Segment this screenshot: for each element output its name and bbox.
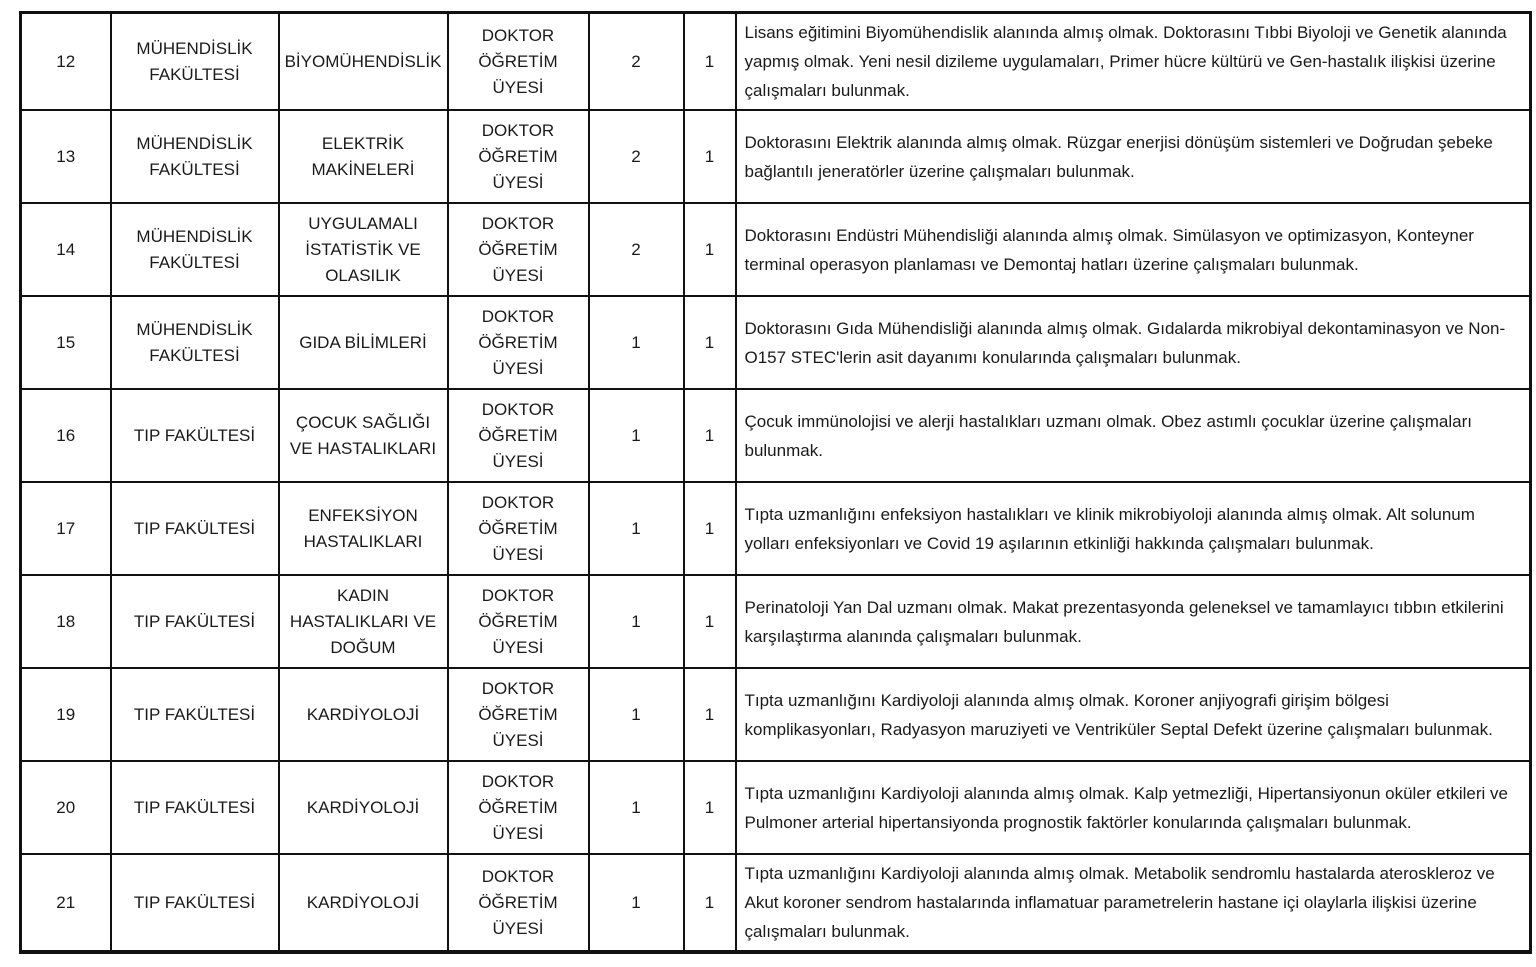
title-cell: DOKTOR ÖĞRETİM ÜYESİ xyxy=(448,13,589,111)
department-cell: BİYOMÜHENDİSLİK xyxy=(279,13,448,111)
table-row xyxy=(21,668,1531,761)
count-cell-1: 2 xyxy=(589,110,684,203)
department-cell: GIDA BİLİMLERİ xyxy=(279,296,448,389)
count-cell-2: 1 xyxy=(684,203,736,296)
count-cell-1: 1 xyxy=(589,668,684,761)
count-cell-1: 2 xyxy=(589,203,684,296)
title-cell: DOKTOR ÖĞRETİM ÜYESİ xyxy=(448,389,589,482)
count-cell-1: 1 xyxy=(589,389,684,482)
description-cell: Doktorasını Endüstri Mühendisliği alanında almış olmak. Simülasyon ve optimizasyon, Konteyner terminal operasyon planlaması ve Demontaj hatları üzerine çalışmaları bulunmak. xyxy=(736,203,1531,296)
description-cell: Çocuk immünolojisi ve alerji hastalıkları uzmanı olmak. Obez astımlı çocuklar üzerine çalışmaları bulunmak. xyxy=(736,389,1531,482)
count-cell-2: 1 xyxy=(684,110,736,203)
table-row xyxy=(21,296,1531,389)
table-row xyxy=(21,110,1531,203)
title-cell: DOKTOR ÖĞRETİM ÜYESİ xyxy=(448,482,589,575)
department-cell: KARDİYOLOJİ xyxy=(279,854,448,952)
row-number-cell: 12 xyxy=(21,13,111,111)
title-cell: DOKTOR ÖĞRETİM ÜYESİ xyxy=(448,203,589,296)
department-cell: ÇOCUK SAĞLIĞI VE HASTALIKLARI xyxy=(279,389,448,482)
description-cell: Doktorasını Gıda Mühendisliği alanında almış olmak. Gıdalarda mikrobiyal dekontaminasyon ve Non-O157 STEC'lerin asit dayanımı konularında çalışmaları bulunmak. xyxy=(736,296,1531,389)
faculty-cell: MÜHENDİSLİK FAKÜLTESİ xyxy=(111,13,279,111)
vacancy-table xyxy=(19,11,1532,954)
description-cell: Tıpta uzmanlığını Kardiyoloji alanında almış olmak. Metabolik sendromlu hastalarda ateroskleroz ve Akut koroner sendrom hastalarında inflamatuar parametrelerin hastane içi olaylarla ilişkisi üzerine çalışmaları bulunmak. xyxy=(736,854,1531,952)
faculty-cell: MÜHENDİSLİK FAKÜLTESİ xyxy=(111,296,279,389)
table-row xyxy=(21,854,1531,952)
count-cell-1: 1 xyxy=(589,761,684,854)
department-cell: KARDİYOLOJİ xyxy=(279,761,448,854)
department-cell: KADIN HASTALIKLARI VE DOĞUM xyxy=(279,575,448,668)
row-number-cell: 19 xyxy=(21,668,111,761)
title-cell: DOKTOR ÖĞRETİM ÜYESİ xyxy=(448,668,589,761)
faculty-cell: MÜHENDİSLİK FAKÜLTESİ xyxy=(111,110,279,203)
count-cell-2: 1 xyxy=(684,13,736,111)
table-body xyxy=(21,13,1531,953)
department-cell: ELEKTRİK MAKİNELERİ xyxy=(279,110,448,203)
description-cell: Lisans eğitimini Biyomühendislik alanında almış olmak. Doktorasını Tıbbi Biyoloji ve Genetik alanında yapmış olmak. Yeni nesil dizileme uygulamaları, Primer hücre kültürü ve Gen-hastalık ilişkisi üzerine çalışmaları bulunmak. xyxy=(736,13,1531,111)
row-number-cell: 13 xyxy=(21,110,111,203)
faculty-cell: TIP FAKÜLTESİ xyxy=(111,854,279,952)
table-row xyxy=(21,203,1531,296)
table-row xyxy=(21,761,1531,854)
row-number-cell: 15 xyxy=(21,296,111,389)
department-cell: UYGULAMALI İSTATİSTİK VE OLASILIK xyxy=(279,203,448,296)
description-cell: Perinatoloji Yan Dal uzmanı olmak. Makat prezentasyonda geleneksel ve tamamlayıcı tıbbın etkilerini karşılaştırma alanında çalışmaları bulunmak. xyxy=(736,575,1531,668)
row-number-cell: 14 xyxy=(21,203,111,296)
row-number-cell: 21 xyxy=(21,854,111,952)
faculty-cell: TIP FAKÜLTESİ xyxy=(111,761,279,854)
count-cell-2: 1 xyxy=(684,854,736,952)
table-row xyxy=(21,482,1531,575)
title-cell: DOKTOR ÖĞRETİM ÜYESİ xyxy=(448,110,589,203)
count-cell-2: 1 xyxy=(684,389,736,482)
count-cell-1: 1 xyxy=(589,296,684,389)
count-cell-2: 1 xyxy=(684,761,736,854)
table-row xyxy=(21,575,1531,668)
title-cell: DOKTOR ÖĞRETİM ÜYESİ xyxy=(448,296,589,389)
faculty-cell: MÜHENDİSLİK FAKÜLTESİ xyxy=(111,203,279,296)
count-cell-1: 1 xyxy=(589,854,684,952)
count-cell-2: 1 xyxy=(684,482,736,575)
count-cell-2: 1 xyxy=(684,575,736,668)
row-number-cell: 20 xyxy=(21,761,111,854)
table-row xyxy=(21,389,1531,482)
count-cell-1: 2 xyxy=(589,13,684,111)
description-cell: Tıpta uzmanlığını Kardiyoloji alanında almış olmak. Koroner anjiyografi girişim bölgesi komplikasyonları, Radyasyon maruziyeti ve Ventriküler Septal Defekt üzerine çalışmaları bulunmak. xyxy=(736,668,1531,761)
count-cell-1: 1 xyxy=(589,482,684,575)
description-cell: Doktorasını Elektrik alanında almış olmak. Rüzgar enerjisi dönüşüm sistemleri ve Doğrudan şebeke bağlantılı jeneratörler üzerine çalışmaları bulunmak. xyxy=(736,110,1531,203)
faculty-cell: TIP FAKÜLTESİ xyxy=(111,668,279,761)
row-number-cell: 18 xyxy=(21,575,111,668)
description-cell: Tıpta uzmanlığını enfeksiyon hastalıkları ve klinik mikrobiyoloji alanında almış olmak. Alt solunum yolları enfeksiyonları ve Covid 19 aşılarının etkinliği hakkında çalışmaları bulunmak. xyxy=(736,482,1531,575)
title-cell: DOKTOR ÖĞRETİM ÜYESİ xyxy=(448,854,589,952)
table-row xyxy=(21,13,1531,111)
count-cell-2: 1 xyxy=(684,668,736,761)
title-cell: DOKTOR ÖĞRETİM ÜYESİ xyxy=(448,575,589,668)
count-cell-1: 1 xyxy=(589,575,684,668)
title-cell: DOKTOR ÖĞRETİM ÜYESİ xyxy=(448,761,589,854)
row-number-cell: 16 xyxy=(21,389,111,482)
department-cell: KARDİYOLOJİ xyxy=(279,668,448,761)
row-number-cell: 17 xyxy=(21,482,111,575)
count-cell-2: 1 xyxy=(684,296,736,389)
description-cell: Tıpta uzmanlığını Kardiyoloji alanında almış olmak. Kalp yetmezliği, Hipertansiyonun oküler etkileri ve Pulmoner arterial hipertansiyonda prognostik faktörler konularında çalışmaları bulunmak. xyxy=(736,761,1531,854)
department-cell: ENFEKSİYON HASTALIKLARI xyxy=(279,482,448,575)
faculty-cell: TIP FAKÜLTESİ xyxy=(111,575,279,668)
faculty-cell: TIP FAKÜLTESİ xyxy=(111,482,279,575)
faculty-cell: TIP FAKÜLTESİ xyxy=(111,389,279,482)
